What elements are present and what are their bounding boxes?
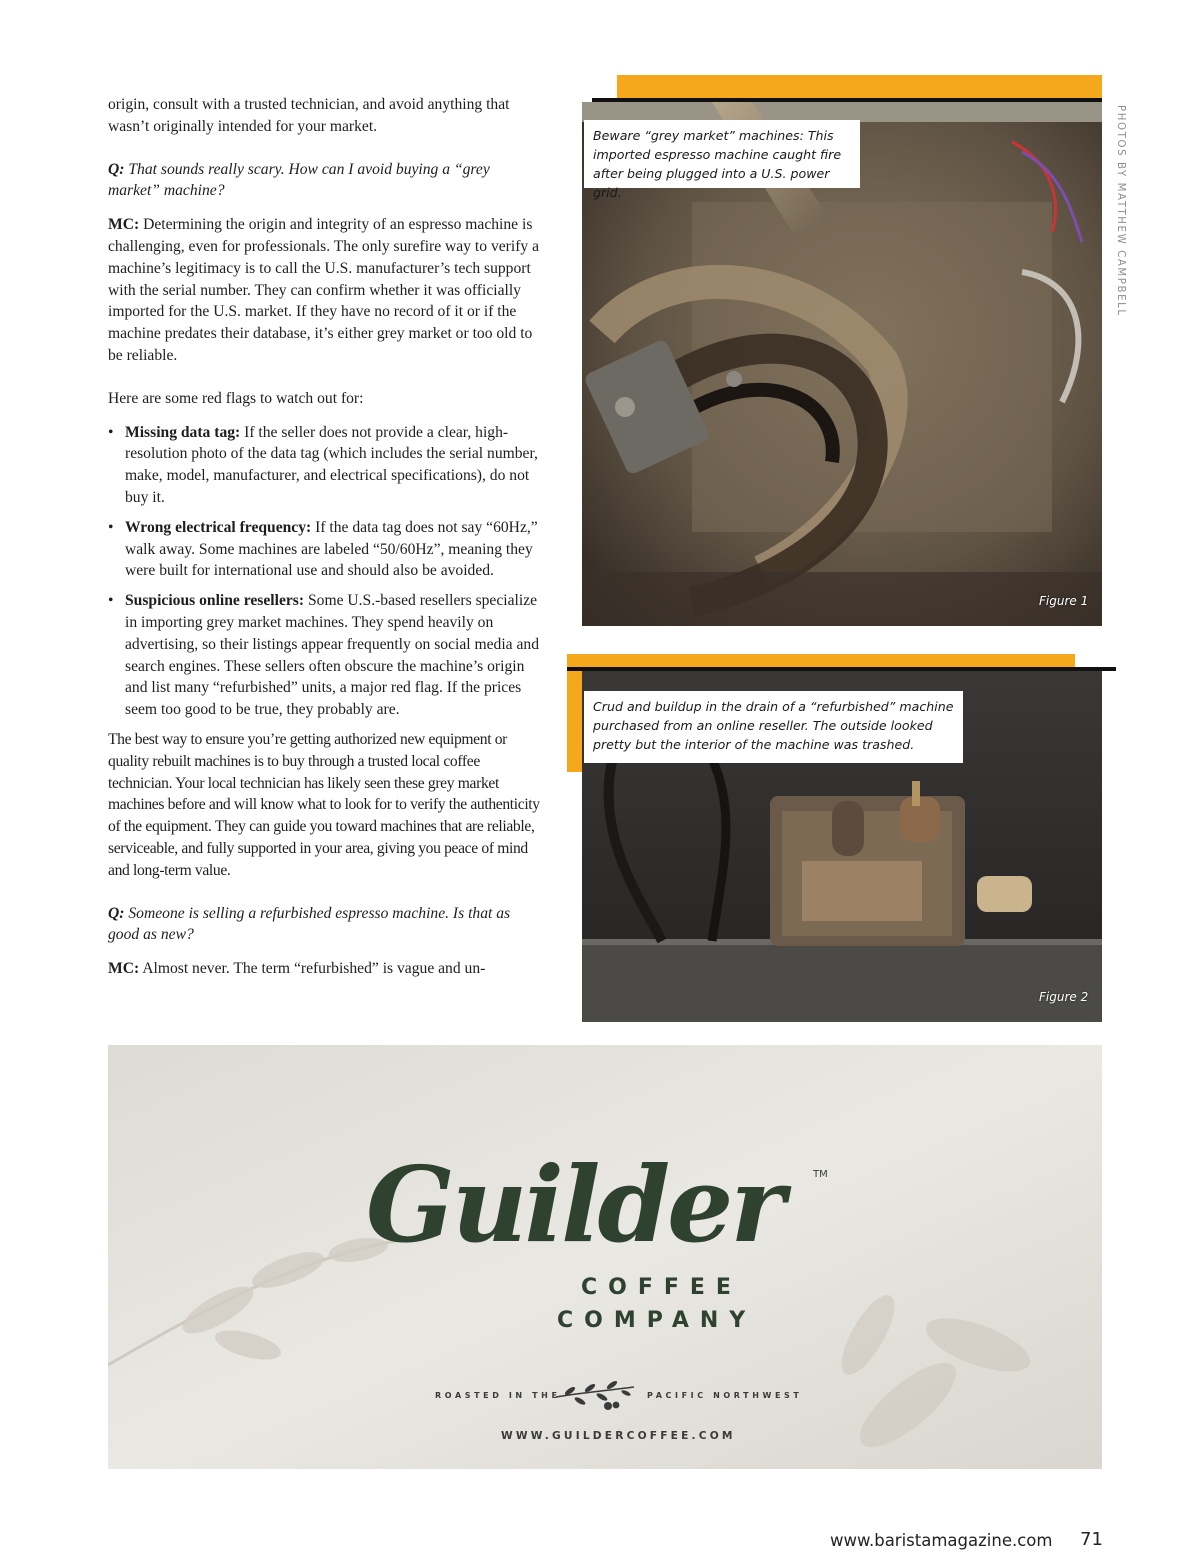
list-item [108,517,540,582]
tagline-left: ROASTED IN THE [435,1391,561,1400]
photo-credit-text: PHOTOS BY MATTHEW CAMPBELL [1115,105,1126,317]
bullet-text: If the seller does not provide a clear, high-resolution photo of the data tag (which includes the serial number, make, model, manufacturer, and electrical specifications), do not buy it. [125,423,538,506]
question-2-text: Someone is selling a refurbished espresso machine. Is that as good as new? [108,904,511,944]
question-2-label: Q: [108,904,125,922]
company-line-2: COMPANY [557,1308,757,1333]
article-column [108,94,540,992]
brand-wordmark: Guilder [366,1143,783,1266]
answer-1 [108,214,540,367]
company-line-1: COFFEE [581,1275,742,1300]
guilder-advertisement[interactable] [108,1045,1102,1469]
photo-credit [1112,105,1126,315]
list-item [108,422,540,509]
red-flags-intro: Here are some red flags to watch out for: [108,389,364,407]
page-number: 71 [1080,1529,1103,1550]
trademark-symbol: TM [813,1169,828,1180]
bullet-text: Some U.S.-based resellers specialize in importing grey market machines. They spend heavily on advertising, so their listings appear frequently on social media and search engines. These sellers often obscure the machine’s origin and list many “refurbished” units, a major red flag. If the prices seem too good to be true, they probably are. [125,592,539,719]
answer-1-text: Determining the origin and integrity of an espresso machine is challenging, even for professionals. The only surefire way to verify a machine’s legitimacy is to call the U.S. manufacturer’s tech support with the serial number. They can confirm whether it was officially imported for the U.S. market. If they have no record of it or if the machine predates their database, it’s either grey market or too old to be reliable. [108,216,539,364]
ad-website-link[interactable]: WWW.GUILDERCOFFEE.COM [501,1430,736,1442]
bullet-term: Suspicious online resellers: [125,592,305,610]
footer-website-link[interactable]: www.baristamagazine.com [830,1531,1053,1550]
question-1-label: Q: [108,160,125,178]
tagline-right: PACIFIC NORTHWEST [647,1391,803,1400]
figure-2-label: Figure 2 [1039,990,1089,1004]
figure-2-caption: Crud and buildup in the drain of a “refurbished” machine purchased from an online reseller. The outside looked pretty but the interior of the machine was trashed. [584,691,963,763]
answer-2-text: Almost never. The term “refurbished” is vague and un- [142,960,486,978]
answer-2 [108,958,540,980]
answer-2-label: MC: [108,960,140,978]
intro-paragraph: origin, consult with a trusted technician, and avoid anything that wasn’t originally intended for your market. [108,96,510,135]
guilder-logo [366,1137,836,1277]
bullet-term: Missing data tag: [125,423,241,441]
hop-branch-icon [554,1379,636,1413]
best-way-paragraph: The best way to ensure you’re getting authorized new equipment or quality rebuilt machines is to buy through a trusted local coffee technician. Your local technician has likely seen these grey market machines before and will know what to look for to verify the authenticity of the equipment. They can guide you toward machines that are reliable, serviceable, and fully supported in your area, giving you peace of mind and long-term value. [108,730,540,879]
answer-1-label: MC: [108,216,140,234]
bullet-text: If the data tag does not say “60Hz,” walk away. Some machines are labeled “50/60Hz”, meaning they were built for international use and should also be avoided. [125,518,538,580]
figure-1-caption: Beware “grey market” machines: This imported espresso machine caught fire after being plugged into a U.S. power grid. [584,120,860,188]
question-1 [108,159,540,203]
bullet-term: Wrong electrical frequency: [125,518,312,536]
figure-1-label: Figure 1 [1039,594,1089,608]
list-item [108,590,540,721]
red-flags-list [108,422,540,721]
question-2 [108,903,540,947]
question-1-text: That sounds really scary. How can I avoid buying a “grey market” machine? [108,160,490,200]
